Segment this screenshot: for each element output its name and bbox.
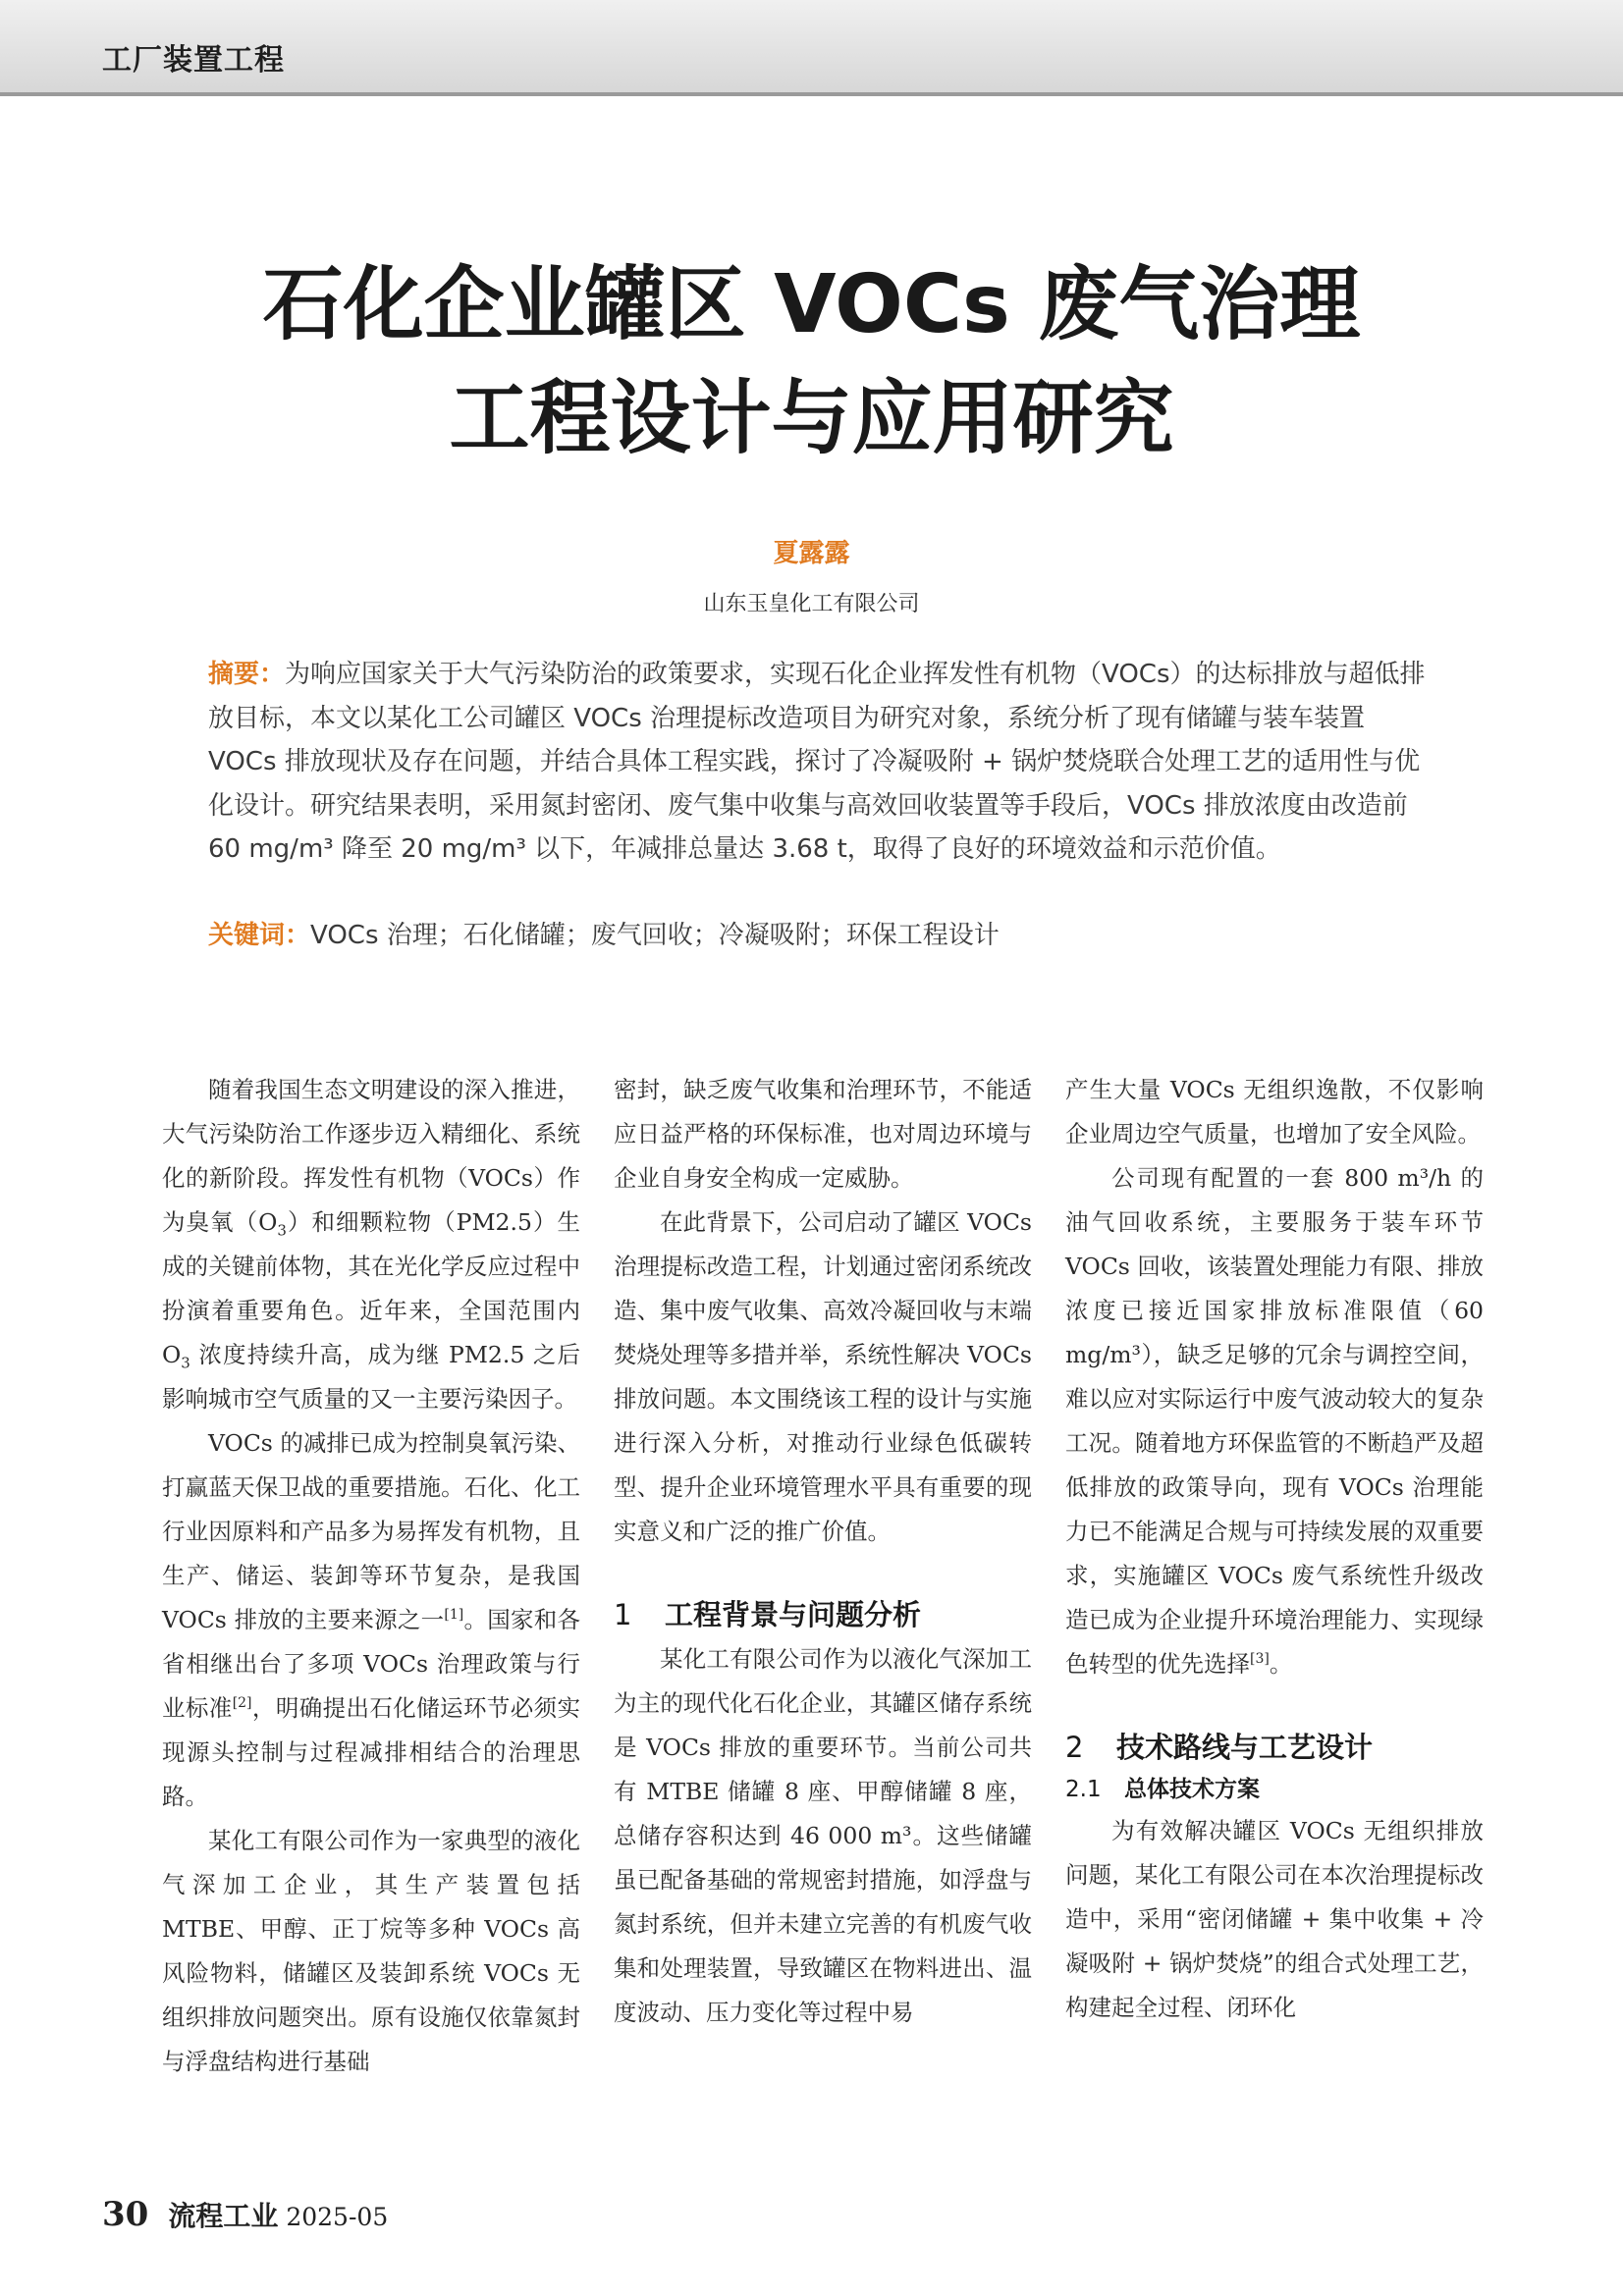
text-run: ）和细颗粒物（PM2.5）生成的关键前体物，其在光化学反应过程中扮演着重要角色。近年来，全国范围内 O <box>162 1208 580 1368</box>
abstract <box>208 653 1440 872</box>
header-bar <box>0 0 1623 96</box>
body-column-1 <box>162 1068 580 2084</box>
subsection-heading-2-1 <box>1065 1770 1484 1809</box>
paragraph <box>162 1068 580 1421</box>
subscript: 3 <box>181 1354 190 1372</box>
section-number: 2 <box>1065 1731 1084 1764</box>
text-run: 浓度持续升高，成为继 PM2.5 之后影响城市空气质量的又一主要污染因子。 <box>162 1341 580 1413</box>
section-heading-2 <box>1065 1726 1484 1770</box>
paragraph <box>162 1421 580 1819</box>
body-column-3 <box>1065 1068 1484 2030</box>
paragraph: 为有效解决罐区 VOCs 无组织排放问题，某化工有限公司在本次治理提标改造中，采用“密闭储罐 + 集中收集 + 冷凝吸附 + 锅炉焚烧”的组合式处理工艺，构建起全过程、闭环化 <box>1065 1817 1484 2021</box>
paragraph: 在此背景下，公司启动了罐区 VOCs 治理提标改造工程，计划通过密闭系统改造、集中废气收集、高效冷凝回收与末端焚烧处理等多措并举，系统性解决 VOCs 排放问题。本文围绕该工程的设计与实施进行深入分析，对推动行业绿色低碳转型、提升企业环境管理水平具有重要的现实意义和广泛的推广价值。 <box>614 1208 1032 1545</box>
subsection-number: 2.1 <box>1065 1777 1102 1802</box>
text-run: 。 <box>1269 1650 1293 1678</box>
text-run: VOCs 的减排已成为控制臭氧污染、打赢蓝天保卫战的重要措施。石化、化工行业因原料和产品多为易挥发有机物，且生产、储运、装卸等环节复杂，是我国 VOCs 排放的主要来源之一 <box>162 1429 580 1633</box>
paragraph: 某化工有限公司作为一家典型的液化气深加工企业，其生产装置包括 MTBE、甲醇、正丁烷等多种 VOCs 高风险物料，储罐区及装卸系统 VOCs 无组织排放问题突出。原有设施仅依靠氮封与浮盘结构进行基础 <box>162 1827 580 2075</box>
abstract-label: 摘要： <box>208 660 286 689</box>
article-title-line1: 石化企业罐区 VOCs 废气治理 <box>262 258 1361 351</box>
citation-ref: [1] <box>444 1607 464 1624</box>
citation-ref: [2] <box>232 1695 252 1712</box>
keywords-label: 关键词： <box>208 921 311 950</box>
citation-ref: [3] <box>1250 1651 1270 1668</box>
text-run: 随着我国生态文明建设的深入推进，大气污染防治工作逐步迈入精细化、系统化的新阶段。挥发性有机物（VOCs）作为臭氧（O <box>162 1076 580 1236</box>
text-run: 公司现有配置的一套 800 m³/h 的油气回收系统，主要服务于装车环节 VOCs 回收，该装置处理能力有限、排放浓度已接近国家排放标准限值（60 mg/m³），缺乏足够的冗余与调控空间，难以应对实际运行中废气波动较大的复杂工况。随着地方环保监管的不断趋严及超低排放的政策导向，现有 VOCs 治理能力已不能满足合规与可持续发展的双重要求，实施罐区 VOCs 废气系统性升级改造已成为企业提升环境治理能力、实现绿色转型的优先选择 <box>1065 1164 1484 1678</box>
abstract-text: 为响应国家关于大气污染防治的政策要求，实现石化企业挥发性有机物（VOCs）的达标排放与超低排放目标，本文以某化工公司罐区 VOCs 治理提标改造项目为研究对象，系统分析了现有储罐与装车装置 VOCs 排放现状及存在问题，并结合具体工程实践，探讨了冷凝吸附 + 锅炉焚烧联合处理工艺的适用性与优化设计。研究结果表明，采用氮封密闭、废气集中收集与高效回收装置等手段后，VOCs 排放浓度由改造前 60 mg/m³ 降至 20 mg/m³ 以下，年减排总量达 3.68 t，取得了良好的环境效益和示范价值。 <box>208 660 1426 864</box>
section-title: 工程背景与问题分析 <box>665 1598 922 1631</box>
article-title-line2: 工程设计与应用研究 <box>449 372 1174 465</box>
body-column-2 <box>614 1068 1032 2035</box>
section-label: 工厂装置工程 <box>102 43 285 78</box>
paragraph: 某化工有限公司作为以液化气深加工为主的现代化石化企业，其罐区储存系统是 VOCs 排放的重要环节。当前公司共有 MTBE 储罐 8 座、甲醇储罐 8 座，总储存容积达到 46 000 m³。这些储罐虽已配备基础的常规密封措施，如浮盘与氮封系统，但并未建立完善的有机废气收集和处理装置，导致罐区在物料进出、温度波动、压力变化等过程中易 <box>614 1645 1032 2026</box>
section-heading-1 <box>614 1593 1032 1637</box>
subsection-title: 总体技术方案 <box>1124 1777 1260 1802</box>
issue-date: 2025-05 <box>286 2203 389 2231</box>
keywords-text: VOCs 治理；石化储罐；废气回收；冷凝吸附；环保工程设计 <box>310 921 1000 950</box>
section-title: 技术路线与工艺设计 <box>1116 1731 1374 1764</box>
page-number: 30 <box>102 2195 149 2234</box>
journal-name: 流程工业 <box>168 2200 279 2232</box>
subscript: 3 <box>277 1221 287 1240</box>
text-run: 。国家和各省相继出台了多项 VOCs 治理政策与行业标准 <box>162 1606 581 1722</box>
text-run: ，明确提出石化储运环节必须实现源头控制与过程减排相结合的治理思路。 <box>162 1694 581 1810</box>
author-name: 夏露露 <box>773 539 850 568</box>
paragraph: 产生大量 VOCs 无组织逸散，不仅影响企业周边空气质量，也增加了安全风险。 <box>1065 1076 1484 1148</box>
affiliation: 山东玉皇化工有限公司 <box>703 592 920 616</box>
paragraph <box>1065 1156 1484 1686</box>
keywords <box>208 916 1440 955</box>
page-footer <box>102 2195 388 2234</box>
section-number: 1 <box>614 1598 632 1631</box>
paragraph: 密封，缺乏废气收集和治理环节，不能适应日益严格的环保标准，也对周边环境与企业自身安全构成一定威胁。 <box>614 1076 1032 1192</box>
